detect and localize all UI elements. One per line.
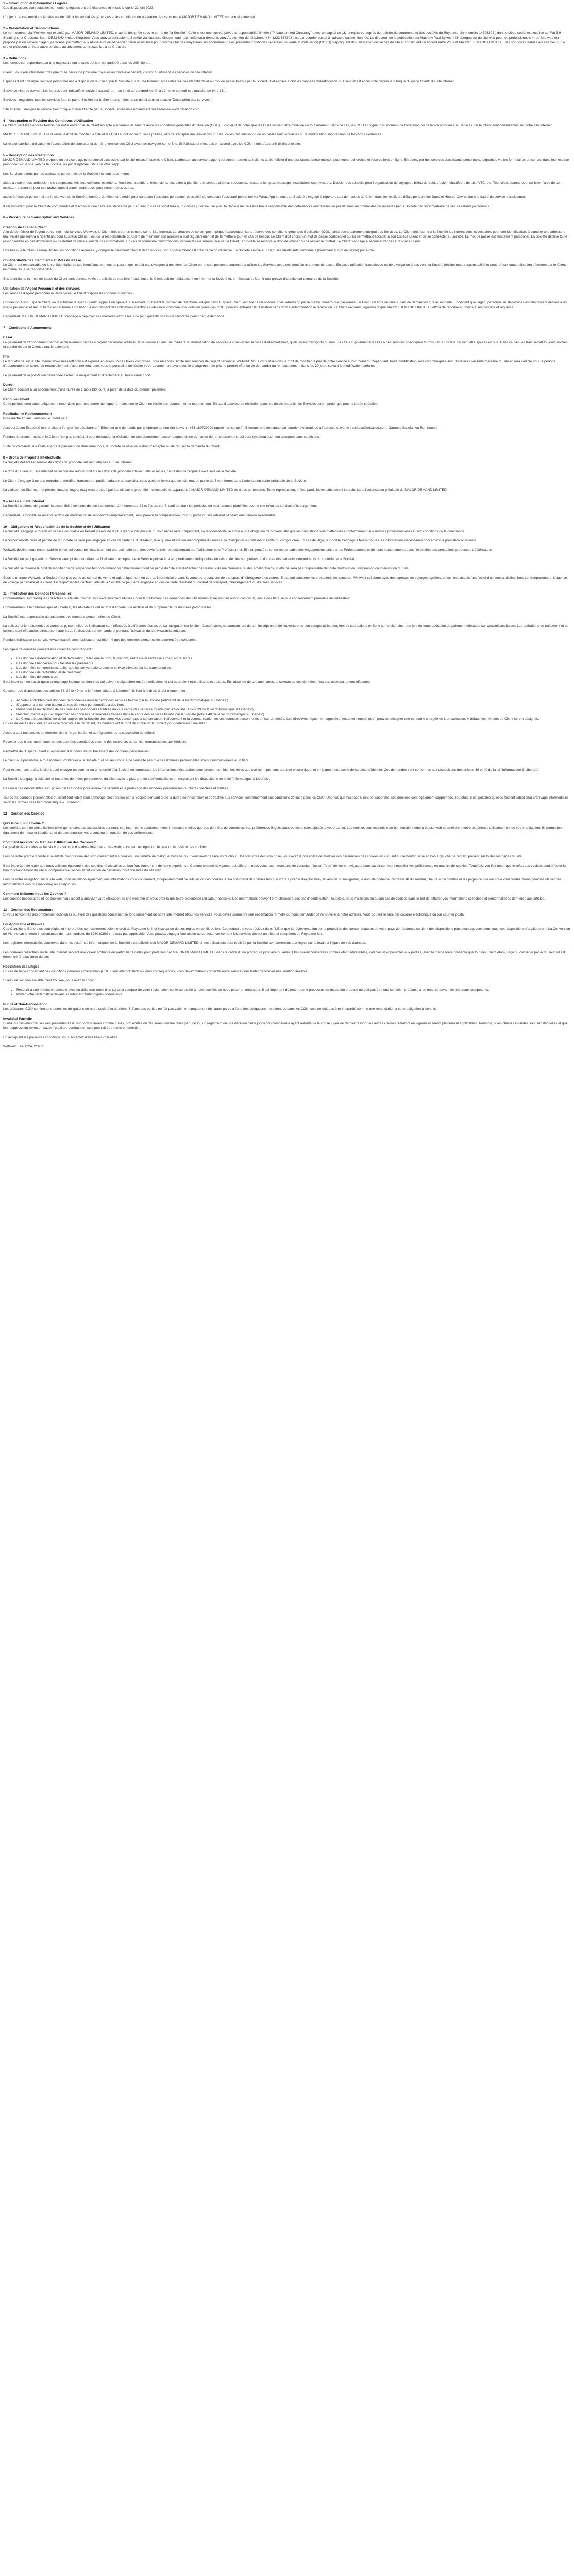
section-paragraph: Si une ou plusieurs clauses des présentes CGU sont considérées comme nulles, non écrites ou déclarées comme telles par une loi, un règlement ou une décision d'une juridiction compétente ayant autorité de la chose jugée de dernier ressort, les autres clauses resteront en vigueur et seront pleinement applicables. Toutefois, si les clauses invalides sont substantielles et que leur suppression remet en cause l'équilibre contractuel, cela pourrait être remis en question. xyxy=(3,1022,569,1030)
section-paragraph: La Société s'engage à collecter et traiter les données personnelles du client avec la plus grande confidentialité et en respectant les dispositions de la loi "Informatique & Libertés". xyxy=(3,777,271,781)
section-title: 9 – Accès au Site Internet xyxy=(3,500,44,503)
section-paragraph: MAJOR DEMAND LIMITED propose un service d'agent personnel accessible par le site misasoft.com et le Client. L'adhésion au service d'agent personnel permet aux clients de bénéficier d'une assistance personnalisée pour leurs recherches et réservations en ligne. En outre, par des services d'assistants personnels, joignables via les formulaires de contact dans leur espace personnel sur le site web de la Société, ou par téléphone, SMS ou WhatsApp. xyxy=(3,158,570,166)
section-paragraph: Suite de demande aux États agents le paiement du deuxième mois, la Société se réserve le droit d'accepter ou de refuser la demande du Client. xyxy=(3,445,221,448)
section-paragraph: Cette période sera automatiquement reconduite pour une durée identique, à moins que le Client ne résilie son abonnement à tout moment. En cas d'absence de résiliation dans les délais impartis, les Services seront prolongés pour la durée spécifiée. xyxy=(3,402,379,406)
section-paragraph: Sauvé ce Heures ouvrés : Les heures sont indicatifs et suivis à caractères – du lundi au vendredi de 9h à 19h et le samedi et dimanche de 9h à 17h. xyxy=(3,89,226,93)
section-paragraph: Lors de votre navigation sur le site web, nous installons également des informations vous concernant, indépendamment de l'utilisation des cookies. Cela comprend des détails tels que votre système d'exploitation, la version du navigateur, le nom de domaine, l'adresse IP du serveur, l'heure ainsi nombre et les pages du site web que vous visitez. Nous pouvons utiliser ces informations à des fins marketing ou analytiques. xyxy=(3,878,563,886)
section-paragraph: La Société se réserve le droit de modifier ou de suspendre temporairement ou définitivement tout ou partie du Site afin d'effectuer des travaux de maintenance ou des améliorations, et elle ne sera pas responsable de toute modification, suspension ou interruption du Site. xyxy=(3,567,410,570)
section-paragraph: Ces Conditions Générales sont régies et interprétées conformément selon le droit du Royaume-Uni, et l'exception de ses règles en conflit de lois. Cependant : si vous résidez dans l'UE et que la réglementation sur la protection des consommateurs de votre pays de résidence contient des dispositions plus avantageuses pour vous, ces dispositions s'appliqueront. La Convention de Vienne sur la vente internationale de marchandises de 1980 (CISG) ne sera pas applicable. Vous pouvez engager une action au contexte concernant les services devant un tribunal compétent du Royaume-Uni. xyxy=(3,927,571,936)
section-title: Comment Accepter ou Refuser l'Utilisation des Cookies ? xyxy=(3,841,96,844)
section-paragraph: Pour mettre fin aux Services, le Client peut : xyxy=(3,417,70,420)
section-paragraph: Recevoir des biens numériques ou des données constituées comme des souvenirs de famille, transmissibles aux héritiers. xyxy=(3,740,188,744)
section-paragraph: Le Client souscrit à un abonnement d'une durée de 1 mois (30 jours) à partir de la date du premier paiement. xyxy=(3,388,167,392)
section-title: 10 – Obligations et Responsabilités de la Société et de l'Utilisateur xyxy=(3,525,110,529)
section-paragraph: Une fois que le Client a rempli toutes les conditions requises, y compris le paiement intégral des Services, son Espace Client est créé de façon définitive. La Société envoie au Client ses identifiants personnels (identifiant et mot de passe) par e-mail. xyxy=(3,249,376,252)
section-title: Comment Utilisons-nous les Cookies ? xyxy=(3,892,66,896)
section-paragraph: Les types de données peuvent être collectés comprennent : xyxy=(3,648,93,651)
section-paragraph: Permettre de l'Espace Client et appartenir à la poursuite du traitement des données personnelles. xyxy=(3,750,150,753)
section-paragraph: La Société s'efforce de garantir la disponibilité continue de son site internet, 24 heures sur 24 et 7 jours sur 7, sauf pendant les périodes de maintenance planifiées pour le site et/ou les services d'hébergement. xyxy=(3,504,317,508)
bullet-item: • Porter votre réclamation devant les tribunaux britanniques compétents. xyxy=(16,992,571,997)
section-paragraph: Pendant l'utilisation du service www.misasoft.com, l'utilisateur est informé que des données personnelles peuvent être collectées. xyxy=(3,638,198,642)
section-title: 6 – Procédure de Souscription aux Services xyxy=(3,216,74,219)
section-paragraph: Le client a la possibilité, à tout moment, d'indiquer à la Société qu'il ne ses droits. Il ne souhaite pas que ses données personnelles soient communiquées à un tiers. xyxy=(3,759,249,762)
section-paragraph: En cas de décès du client, en associé directive à la de défaut, les héritiers ont le droit de contacter la Société pour déterminer suivants : xyxy=(3,722,207,725)
section-paragraph: Les cookies nécessaires et les cookies nous aident à analyser votre utilisation du site web afin de vous offrir la meilleure expérience utilisateur possible. Ces informations peuvent être utilisées à des fins d'identification. Toutefois, nous n'utilisons en aucun cas de cookies dans le but de diffuser vos informations collectées et personnalisées dernières aux articles. xyxy=(3,897,545,901)
section-paragraph: Les cookies sont de petits fichiers texte qui ne sont pas accessibles sur notre site internet. Ils contiennent des informations telles que vos données de connexion, vos préférences linguistiques ou les articles ajoutés à votre panier. Les cookies sont essentiels au bon fonctionnement du site web et améliorent votre expérience utilisateur lors de votre navigation. Ils permettent également de mesurer l'audience et de personnaliser votre contenu en fonction de vos préférences. xyxy=(3,826,564,835)
section-paragraph: Les registres informatisés, conservés dans les systèmes informatiques de la Société sont officiels soit MAJOR DEMAND LIMITED et ses utilisateurs sera réalisée par la Société conformément aux règles sur la locale à l'égard de ses données. xyxy=(3,941,366,945)
section-paragraph: Afin de bénéficier de l'agent personnel multi-services Weltweit, le Client doit créer un compte sur le Site Internet. La création de ce compte implique l'acceptation sans réserve des conditions générales d'utilisation (CGU) ainsi que le paiement intégral des Services. Le Client doit fournir à la Société les informations nécessaires pour son identification, à compter une adresse e-mail valide qui servira à l'identifiant pour l'Espace Client. Il est de la responsabilité du Client de maintenir son adresse à mot régulièrement et de la mettre à jour en cas de besoin. Le Client doit choisir un mot de passe confidentiel qui lui permettra d'accéder à son Espace Client et de se connecter au service. Le mot de passe est strictement personnel. La Société décline toute responsabilité en cas d'omission ou de défaut de mise à jour de ces informations. En cas de fourniture d'informations incorrectes ou trompeuses par le Client, la Société se réserve le droit de refuser ou de résilier le contrat. Le Client s'engage à sécuriser l'accès à l'Espace Client. xyxy=(3,230,568,243)
section-paragraph: Cependant, la Société se réserve le droit de modifier ou de suspendre temporairement, sans préavis ni compensation, tout ou partie du site internet pendant une période raisonnable. xyxy=(3,514,277,517)
section-paragraph: L'objectif de ces mentions légales est de définir les modalités générales et les conditions de prestation des services de MAJOR DEMAND LIMITED sur son site internet. xyxy=(3,15,256,19)
section-title: Confidentialité des Identifiants et Mots de Passe xyxy=(3,259,81,262)
section-title: 1 – Introduction et Informations Légales xyxy=(3,2,68,5)
section-paragraph: La collecte et le traitement des données personnelles de l'utilisateur sont effectués à différentes étapes de sa navigation sur le site misasoft.com/, notamment lors de son inscription et de l'ouverture de son compte utilisateur, lors de ses actions en ligne sur le site, ainsi que lors de toute opération de paiement effectuée sur www.misasoft.com. Les opérations de traitement et de collecte sont effectuées directement auprès de l'utilisateur, sur demande et pendant l'utilisation du site www.misasoft.com. xyxy=(3,624,570,633)
section-title: 8 – Droits de Propriété Intellectuelle xyxy=(3,456,61,460)
section-title: Résolution des Litiges xyxy=(3,965,40,969)
section-title: Prix xyxy=(3,355,10,359)
bullet-item: • Le Client a la possibilité de définir auprès de la Société des directives concernant la conservation, l'effacement et la communication de ses données personnelles en cas de décès. Ces directives, également appelées "testament numérique", peuvent désigner une personne chargée de leur exécution. À défaut, les héritiers du Client seront désignés. xyxy=(16,717,571,721)
section-title: Invalidité Partielle xyxy=(3,1017,32,1021)
section-title: 5 – Description des Prestations xyxy=(3,154,54,157)
section-paragraph: Il est important de savoir qu'un anonymage indique les données qui doivent obligatoirement être collectées et qui pourraient être utilisées et traitées. En l'absence de ces anonymes, la collecte de ces données n'est pas nécessairement effectuée. xyxy=(3,680,371,684)
bullet-list xyxy=(3,988,571,997)
section-paragraph: aides à trouver des professionnels compétents tels que coiffeurs, esseriens, fleuristes, plombiers, électriciens, etc. aider à planifier des séries : cinéma, spectacles, restaurants, spas, massage, installations sportives, etc. Dossier des conseils pour l'organisation de voyages : billets de train, d'avion, chauffeurs de taxi, VTC, etc. Tout client abonné peut solliciter l'aide de son assistant personnel pour ces tâches quotidiennes, mais aussi pour nombreuses autres. xyxy=(3,181,563,190)
bullet-item: • Les données de facturation et de paiement. xyxy=(16,670,571,675)
section-paragraph: Le droit du Client au Site Internet ne lui confère aucun droit sur les droits de propriété intellectuelle associés, qui restent la propriété exclusive de la Société. xyxy=(3,470,238,473)
section-title: 7 – Conditions d'Abonnement xyxy=(3,326,52,330)
section-paragraph: Lors de votre première visite et avant de prendre une décision concernant les cookies, une fenêtre de dialogue s'affiche pour vous inviter à faire votre choix. Une fois votre décision prise, vous avez la possibilité de modifier vos paramètres des cookies en cliquant sur le bouton situé en bas à gauche de l'écran, présent sur toutes les pages du site. xyxy=(3,855,523,858)
section-paragraph: Si vous rencontrez des problèmes techniques ou avez des questions concernant le fonctionnement de notre site internet et/ou nos services, vous devez soumettre une réclamation formelle ou nous demander de renouveler à notre adresse. Vous pouvez le faire par courrier électronique ou par courrier postal. xyxy=(3,913,466,917)
section-paragraph: Connexion à son Espace Client via la rubrique "Espace Client". Appel à un opérateur. Relevateur utilisant le numéro de téléphone indiqué dans l'Espace Client. Accéder à un opérateur via WhatsApp par le même numéro que par e-mail. Le Client est libre de faire autant de demandes qu'il le souhaite. Il convient que l'agent personnel multi-services est strictement destiné à un usage personnel et aucun tiers n'est autorisé à l'utiliser. La non-respect des obligations mentions ci-dessous constitue une violation grave des CGU, pouvant entraîner la résiliation sans droit à indemnisation ni réparation. Le Client reconnaît également que MAJOR DEMAND LIMITED n'offrira de réponse au moins à ses besoins et requêtes. xyxy=(3,301,568,309)
section-paragraph: Weltweit décline toute responsabilité en ce qui concerne l'établissement des estimations et des devis fournis respectivement par l'Utilisateur et le Professionnel. Elle ne peut être tenue responsable des engagements pris par les Professionnels et de leurs manquements dans l'exécution des prestations proposées à l'Utilisateur. xyxy=(3,548,493,552)
section-paragraph: Conformément à la "Informatique et Libertés", les utilisateurs ont le droit d'accéder, de rectifier et de supprimer leurs données personnelles. xyxy=(3,606,213,609)
section-paragraph: La gestion des cookies se fait via votre solution d'analyse intégrée au site web, accepter l'acceptation, le rejet ou la gestion des cookies. xyxy=(3,845,208,849)
section-paragraph: Ce selon des dispositions des articles 38, 39 et 40 de la loi "Informatique & Libertés", ils l'ont à le droit, à tout moment, de : xyxy=(3,689,188,693)
section-paragraph: Les données collectées sur le Site Internet servent une valeur probante en particulier à celles pour produites par MAJOR DEMAND LIMITED, dans le cadre d'une procédure judiciaire ou autre. Elles seront conservées comme étant admissibles, valables et opposables aux parties, avec la même force probante que tout document établi, reçu ou conservé par écrit, sauf s'il est démontré l'inexactitude de ces. xyxy=(3,951,566,959)
section-paragraph: La responsabilité d'utilisation et l'acceptation de consulter la dernière version des CGU avant de naviguer sur le Site. Si l'Utilisateur n'est pas en accord avec les CGU, il doit s'abstenir d'utiliser le site. xyxy=(3,142,301,146)
contact-line: Weltweit: +44 1224 023200 xyxy=(3,1045,44,1048)
section-title: 3 – Définitions xyxy=(3,57,27,60)
section-paragraph: La violation du Site Internet (textes, images, logos, etc.) n'est protégé par les lois sur la propriété intellectuelle et appartient à MAJOR DEMAND LIMITED ou à ses partenaires. Toute reproduction, même partielle, est strictement interdite sans l'autorisation préalable de MAJOR DEMAND LIMITED. xyxy=(3,488,448,492)
section-title: Durée xyxy=(3,383,13,387)
section-paragraph: La Société détient l'ensemble des droits de propriété intellectuelle liés au Site Internet. xyxy=(3,461,133,464)
section-title: Qu'est-ce qu'un Cookie ? xyxy=(3,822,44,825)
closing-statement: En acceptant les présentes conditions, vous acceptez d'être liée(s) par elles. xyxy=(3,1036,119,1039)
section-paragraph: Services : englobent tous les services fournis par la Société sur le Site Internet, décrits en détail dans la section "Description des services". xyxy=(3,98,212,102)
section-title: Création de l'Espace Client xyxy=(3,226,47,229)
section-title: 13 – Gestion des Réclamations xyxy=(3,908,54,912)
bullet-item: • S'opposer à la communication de ses données personnelles à des tiers. xyxy=(16,703,571,707)
section-paragraph: Accéder aux traitements de données liés à l'organisation et au règlement de la succession du défunt. xyxy=(3,731,155,735)
section-paragraph: La responsabilité civile et pénale de la Société ne sera pas engagée en cas de faute de l'Utilisateur, telle qu'une utilisation inappropriée du service, la divulgation ou l'utilisation illicite du compte créé. En cas de litige, la Société s'engage à fournir toutes les informations nécessaires concernant la prestation antérieure. xyxy=(3,539,477,543)
bullet-item: • Les données de connexion. xyxy=(16,675,571,680)
bullet-item: • Recourir à une médiation amiable avec un délai maximum d'un (1) an à compter de votre réclamation écrite adressée à notre société, en nous poser un médiateur. Il est important de noter que le processus de médiation propose ne doit pas être une condition préalable à un recours devant les tribunaux compétents. xyxy=(16,988,571,992)
section-title: 4 – Acceptation et Révision des Conditions d'Utilisation xyxy=(3,119,93,123)
section-paragraph: Les termes correspondant par une majuscule ont le sens qui leur est attribué dans les définitions : xyxy=(3,61,150,65)
section-paragraph: Ces dispositions contractuelles et mentions légales ont été élaborées et mises à jour le 22 juin 2023. xyxy=(3,6,155,10)
section-paragraph: La Société est responsable du traitement des données personnelles du Client. xyxy=(3,615,121,619)
bullet-list xyxy=(3,656,571,680)
bullet-list xyxy=(3,698,571,721)
section-title: Résiliation et Remboursement xyxy=(3,412,52,416)
section-title: Loi Applicable et Preuves xyxy=(3,923,45,926)
section-paragraph: La Société ne peut garantir un Service exempt de tout défaut, et l'Utilisateur accepte que le Service puisse être temporairement indisponible en raison de délais imprévus ou d'autres événements indépendants du contrôle de la Société. xyxy=(3,557,356,561)
section-paragraph: accès à l'espace personnel sur le site web de la Société: numéro de téléphone dédié pour contacter l'assistant personnel, possibilité de contacter l'assistant personnel via WhatsApp ou sms. La Société s'engage à répondre aux demandes du Client dans les meilleurs délais pendant les Jours et Heures Ouvrés dans le cadre du service d'assistance. xyxy=(3,195,526,199)
section-paragraph: Toutes les données personnelles du client font l'objet d'un archivage électronique par la Société pendant toute la durée de l'inscription et de l'activé aux services, conformément aux conditions définies dans les CGU. Une fois que l'Espace Client est supprimé, ces données sont également supprimées. Toutefois, il est possible qu'elles fassent l'objet d'un archivage intermédiaire selon les termes de la loi "Informatique & Libertés". xyxy=(3,796,569,804)
section-paragraph: Le paiement de l'abonnement permet exclusivement l'accès à l'agent personnel Weltweit. Il ne couvre en aucune manière la rémunération de services à compter les services d'intermédiation, qu'ils soient transports ou non. Des frais supplémentaires liés à des services spécifiques fournis par la Société peuvent être ajoutés en sus. Dans ce cas, les frais seront toujours notifiés et confirmés par le Client avant le paiement. xyxy=(3,341,569,349)
section-paragraph: En cas de litige concernant ces conditions générales d'utilisation (CGU), leur interprétation ou leurs conséquences, vous devez d'abord contacter notre service pour tenter de trouver une solution amiable. xyxy=(3,970,308,973)
section-paragraph: Les présentes CGU contiennent toutes les obligations de notre société et du client. Si l'une des parties ne fait pas valoir le manquement de l'autre partie à l'une des obligations mentionnées dans les CGU, cela ne doit pas être interprété comme une renonciation à cette obligation à l'avenir. xyxy=(3,1007,436,1011)
section-paragraph: Le Client peut les Services fournis par notre entreprise, le Client accepte pleinement et sans réserve les conditions générales d'utilisation (CGU). Il convient de noter que les CGU peuvent être modifiées à tout moment. Dans ce cas, les CGU en vigueur au moment de l'utilisation ou de la souscription aux Services par le Client sont consultables sur notre site Internet. xyxy=(3,124,553,127)
section-title: Utilisation de l'Agent Personnel et des Services xyxy=(3,287,80,291)
section-paragraph: Pour exercer ces droits, le client peut envoyer un courrier ou un courriel à la Société en fournissant les informations nécessaires pour prouver son identité, telles que son nom, prénom, adresse électronique, et en joignant une copie de sa pièce d'identité. Ces demandes sont conformes aux dispositions des articles 39 et 40 de la loi "Informatique & Libertés". xyxy=(3,768,540,772)
section-paragraph: Le paiement de la prestation demandée s'effectue uniquement et directement au fournisseur choisi. xyxy=(3,374,153,377)
section-paragraph: Si aucune solution amiable n'est trouvée, vous avez le choix : xyxy=(3,979,96,982)
bullet-item: • Les données d'identification et de facturation, telles que le nom, le prénom, l'adresse et l'adresse e-mail, entre autres. xyxy=(16,656,571,661)
section-paragraph: Espace Client : désigne l'espace personnel mis à disposition du Client par la Société sur le Site Internet, accessible via des identifiants et au moi de passe fournis par la Société. Cet espace inclut les données d'identification du Client et est accessible depuis le rubrique "Espace Client" du Site internet. xyxy=(3,80,455,83)
section-paragraph: Pendant le premier mois, si le Client n'est pas satisfait, il peut demander la résiliation de son abonnement accompagnée d'une demande de remboursement, qui sera systématiquement acceptée sans conditions. xyxy=(3,435,320,439)
section-title: 12 – Gestion des Cookies xyxy=(3,812,44,816)
section-paragraph: Des mesures raisonnables sont prises par la Société pour assurer la sécurité et la protection des données personnelles du client collectées et traitées. xyxy=(3,787,229,790)
section-paragraph: Il est important pour le Client de comprendre et d'accepter que cette assistance ne peut en aucun cas se substituer à un conseil juridique. De plus, la Société ne peut être tenue responsable des défaillances éventuelles de prestataires recommandés ou réservés par la Société par l'intermédiaire de ses assistants personnels. xyxy=(3,205,491,208)
section-paragraph: Client : Vous (ou Utilisateur : désigne toute personne physique majeure ou morale accédant, visitant ou utilisant les services du site internet. xyxy=(3,71,214,74)
section-paragraph: Cependant, MAJOR DEMAND LIMITED s'engage à déployer ses meilleurs efforts mais ne peut garantir une issue favorable pour chaque demande. xyxy=(3,315,226,318)
section-paragraph: Le nom commercial Weltweit est exploité par MAJOR DEMAND LIMITED, ci-après désignée sous le terme de "la Société". Celle-ci est une société privée à responsabilité limitée ("Private Limited Company") avec un capital de 1£, enregistrée auprès du registre du commerce et des sociétés du Royaume-Uni (numéro 14326204), dont le siège social est localisé au Flat 3 9 Sunninghurst Crescent, Bath, DE23 8HX United Kingdom. Vous pouvez contacter la Société via l'adresse électronique : admin@major-demand.com. Au numéro de téléphone +44 1223 654308 ; ou par courrier postal à l'adresse susmentionnée. Le directeur de la publication est Matthew Paul Sykes, « l'Hébergeur(s) du site web pour les professionnels ». Le Site web est proposé par un service d'agent personnel permettant aux utilisateurs de bénéficier d'une assistance pour diverses tâches moyennant un abonnement. Les présentes conditions générales de vente et d'utilisation (CGVU) s'appliquent dès l'utilisation ou l'accès du site et constituent un accord entre Vous et MAJOR DEMAND LIMITED. Elles sont consultables accessibles sur le site et précisent un haut autre services au document contractuelle : à sa Création. xyxy=(3,31,566,49)
bullet-item: • Les données commerciales, telles que les conversations avec le service clientèle ou les commentaires. xyxy=(16,666,571,670)
section-paragraph: Les services d'agent personnel multi-services, le Client dispose des options suivantes : xyxy=(3,292,134,295)
section-paragraph: MAJOR DEMAND LIMITED se réserve le droit de modifier le Site et les CGU à tout moment, sans préavis, afin de s'adapter aux évolutions du Site, celles par l'utilisation de nouvelles fonctionnalités ou la modification/suppression de fonctions existantes. xyxy=(3,133,382,137)
section-paragraph: Sous la marque Weltweit, la Société n'est pas partie au contrat de vente et agit uniquement en tant qu'intermédiaire dans la vente de prestations de transport, d'hébergement ou autres. En ce qui concerne les prestations de transport, Weltweit collabore avec des agences de voyages agréées, et les titres acquis font l'objet d'un contrat distinct hors contrat/partenaire. L'agence de voyage partenaire et le Client. La responsabilité contractuelle de la Société ne peut être engagée en cas de faute résultant du contrat de transport, d'hébergement ou d'autres services. xyxy=(3,576,568,584)
section-paragraph: Les Services offerts par les assistants personnels de la Société incluent notamment : xyxy=(3,172,131,176)
section-paragraph: Site Internet : désigne le service électronique interactif édité par la Société, accessible notamment sur l'adresse www.misasoft.com. xyxy=(3,108,201,111)
section-paragraph: Accéder à son Espace Client et cliquer l'onglet "se désabonner". Effectuer une demande par téléphone au numéro suivant : +33 189729999 (appel non surtaxé). Effectuer une demande par courrier électronique à l'adresse suivante : contact@misasoft.com. Garantie Satisfait ou Remboursé xyxy=(3,426,438,430)
section-paragraph: Conformément aux politiques collectées sur le site Internet sont exclusivement utilisées pour le traitement des demandes des utilisateurs et ne sont en aucun cas divulguées à des tiers sans le consentement préalable de l'utilisateur. xyxy=(3,597,351,600)
section-title: Nullité et Non-Renonciation xyxy=(3,1003,48,1006)
section-title: Renouvellement xyxy=(3,398,29,401)
section-title: 11 – Protection des Données Personnelles xyxy=(3,592,72,596)
section-title: 2 – Présentation et Dénominations xyxy=(3,27,59,30)
bullet-item: • Les données bancaires pour faciliter les paiements. xyxy=(16,661,571,666)
bullet-item: • Accéder et d'obtenir les données personnelles dans le cadre des services fournis par la Société (article 39 de la loi "Informatique & Libertés"). xyxy=(16,698,571,703)
section-paragraph: Le tarif affiché sur le site internet www.misasoft.com est exprimé en euros, toutes taxes comprises, pour un accès illimité aux services de l'agent personnel Weltweit. Nous vous réservons le droit de modifier le prix de notre service à tout moment. Cependant, toute modification sera communiquée aux utilisateurs par l'intermédiaire du site et sera valable pour la période d'abonnement en cours. Le renouvellement d'abonnement, avec vous la possibilité de résilier votre abonnement avant que le changement de prix ne prenne effet ou de demander un remboursement dans les 30 jours suivant la modification tarifaire. xyxy=(3,360,556,368)
section-paragraph: La Société s'engage à fournir un service de qualité en faisant preuve de la plus grande diligence et du soin nécessaire. Cependant, sa responsabilité se limite à une obligation de moyens afin que les prestations soient effectuées conformément aux normes professionnelles et aux conditions de la commande. xyxy=(3,530,465,533)
section-paragraph: Il est important de noter que nous utilisons également des cookies nécessaires au bon fonctionnement de notre expérience. Comme chaque navigateur est différent, nous vous recommandons de consulter l'option "Aide" de votre navigateur pour savoir comment modifier vos préférences en matière de cookies. Toutefois, veuillez noter que le refus des cookies peut affecter le bon fonctionnement du site et compromettre l'accès et l'utilisation de certaines fonctionnalités du site web. xyxy=(3,864,567,872)
section-title: Essai xyxy=(3,336,12,340)
section-paragraph: Le Client est responsable de la confidentialité de ses identifiants et mots de passe, qui ne doit pas divulguer à des tiers. Le Client est le seul personne autorisée à utiliser les Services avec ses identifiants et mots de passe. En cas d'utilisation frauduleuse ou de divulgation à des tiers, la Société décline toute responsabilité et peut refuser toute utilisation effectuée par le Client lui-même sous sa responsabilité. xyxy=(3,263,567,272)
bullet-item: • Demander la rectification de ses données personnelles traitées dans le cadre des services fournis par la Société (article 39 de la loi "Informatique & Libertés"). xyxy=(16,707,571,712)
section-paragraph: Ses identifiants et mots de passe du Client sont perdus, volés ou utilisés de manière frauduleuse, le Client doit immédiatement en informer la Société et, si nécessaire, fournir une preuve d'identité sur demande de la Société. xyxy=(3,277,339,281)
section-paragraph: Le Client s'engage à ne pas reproduire, modifier, transmettre, publier, adapter ou exploiter, sous quelque forme que ce soit, tout ou partie du Site Internet sans l'autorisation écrite préalable de la Société. xyxy=(3,479,307,483)
bullet-item: • Rectifier, mettre à jour et supprimer ses données personnelles traitées dans le cadre des services fournis par la Société (article 40 de la loi "Informatique & Libertés"). xyxy=(16,712,571,717)
closing-block xyxy=(3,1035,571,1049)
